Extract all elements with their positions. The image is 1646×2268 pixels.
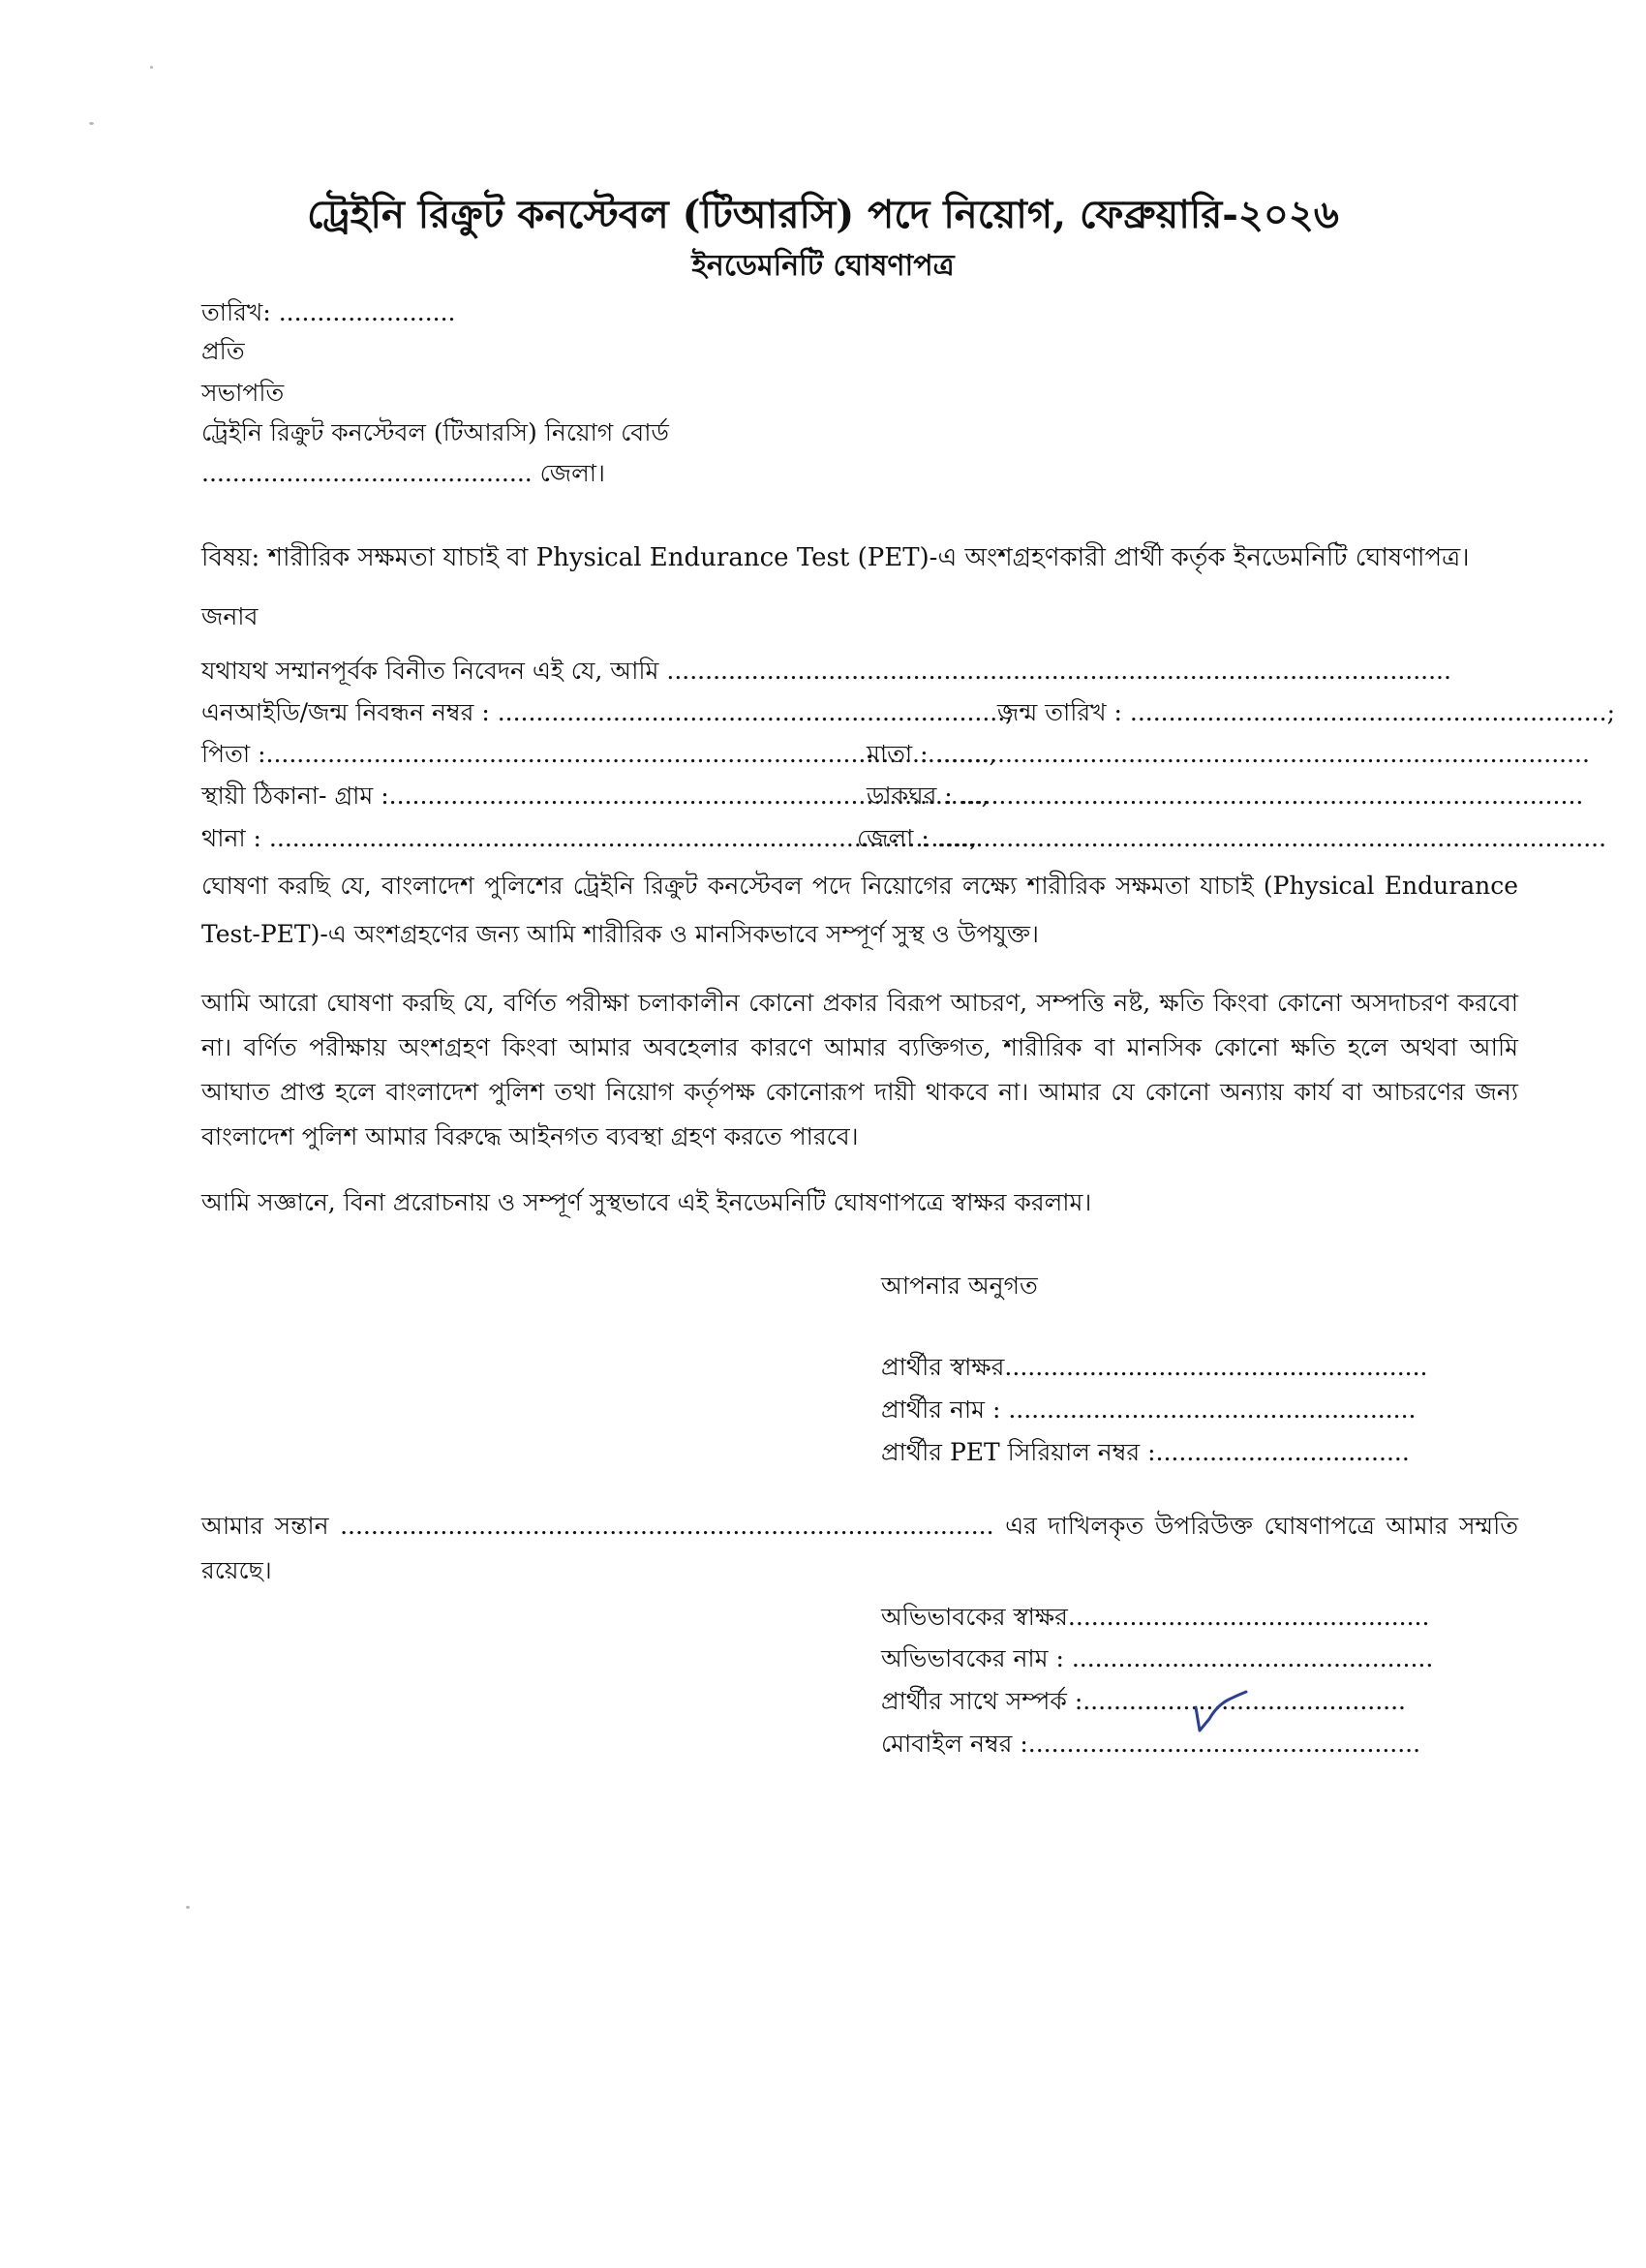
candidate-signature-field: প্রার্থীর স্বাক্ষর....................................................... [881, 1353, 1428, 1381]
zila-field: জেলা : ....................................................................................... [857, 824, 1607, 852]
closing-text: আপনার অনুগত [881, 1272, 1038, 1300]
guardian-relation-field: প্রার্থীর সাথে সম্পর্ক :.......................................... [881, 1687, 1407, 1715]
subject-line: বিষয়: শারীরিক সক্ষমতা যাচাই বা Physical Endurance Test (PET)-এ অংশগ্রহণকারী প্রার্থী কর্তৃক ইনডেমনিটি ঘোষণাপত্র। [201, 543, 1470, 572]
salutation: জনাব [201, 602, 259, 630]
thana-field: থানা : ..........................................................................................., [201, 824, 978, 852]
undertaking-paragraph: আমি আরো ঘোষণা করছি যে, বর্ণিত পরীক্ষা চলাকালীন কোনো প্রকার বিরূপ আচরণ, সম্পত্তি নষ্ট, ক্ষতি কিংবা কোনো অসদাচরণ করবো না। বর্ণিত পরীক্ষায় অংশগ্রহণ কিংবা আমার অবহেলার কারণে আমার ব্যক্তিগত, শারীরিক বা মানসিক কোনো ক্ষতি হলে অথবা আমি আঘাত প্রাপ্ত হলে বাংলাদেশ পুলিশ তথা নিয়োগ কর্তৃপক্ষ কোনোরূপ দায়ী থাকবে না। আমার যে কোনো অন্যায় কার্য বা আচরণের জন্য বাংলাদেশ পুলিশ আমার বিরুদ্ধে আইনগত ব্যবস্থা গ্রহণ করতে পারবে। [201, 989, 1518, 1150]
nid-field: এনআইডি/জন্ম নিবন্ধন নম্বর : ..................................................................; [201, 698, 1014, 726]
guardian-signature-field: অভিভাবকের স্বাক্ষর............................................... [881, 1603, 1430, 1631]
father-field: পিতা :.............................................................................................., [201, 740, 997, 768]
consent-sign-paragraph: আমি সজ্ঞানে, বিনা প্ররোচনায় ও সম্পূর্ণ সুস্থভাবে এই ইনডেমনিটি ঘোষণাপত্রে স্বাক্ষর করলাম। [201, 1188, 1092, 1216]
dob-field: জন্ম তারিখ : ..............................................................; [997, 698, 1616, 726]
village-field: স্থায়ী ঠিকানা- গ্রাম :............................................................................., [201, 782, 990, 810]
form-title: ট্রেইনি রিক্রুট কনস্টেবল (টিআরসি) পদে নিয়োগ, ফেব্রুয়ারি-২০২৬ [307, 192, 1339, 237]
candidate-pet-serial-field: প্রার্থীর PET সিরিয়াল নম্বর :................................. [881, 1438, 1410, 1466]
guardian-name-field: অভিভাবকের নাম : ............................................... [881, 1644, 1434, 1672]
recipient-to: প্রতি [201, 337, 245, 365]
scan-speck [150, 66, 153, 69]
guardian-mobile-field: মোবাইল নম্বর :................................................... [881, 1730, 1421, 1758]
mother-field: মাতা : ..................................................................................... [867, 740, 1590, 768]
post-office-field: ডাকঘর : ................................................................................. [867, 782, 1584, 810]
scan-speck [186, 1906, 190, 1909]
intro-name-field: যথাযথ সম্মানপূর্বক বিনীত নিবেদন এই যে, আমি ...................................................................................................... [201, 657, 1451, 685]
recipient-district: ........................................... জেলা। [201, 459, 605, 487]
guardian-consent-paragraph: আমার সন্তান ..................................................................................... এর দাখিলকৃত উপরিউক্ত ঘোষণাপত্রে আমার সম্মতি রয়েছে। [201, 1512, 1518, 1584]
candidate-name-field: প্রার্থীর নাম : ..................................................... [881, 1395, 1417, 1424]
date-line: তারিখ: ....................... [201, 298, 456, 326]
scan-speck [89, 122, 94, 125]
declaration-paragraph: ঘোষণা করছি যে, বাংলাদেশ পুলিশের ট্রেইনি রিক্রুট কনস্টেবল পদে নিয়োগের লক্ষ্যে শারীরিক সক্ষমতা যাচাই (Physical Endurance Test-PET)-এ অংশগ্রহণের জন্য আমি শারীরিক ও মানসিকভাবে সম্পূর্ণ সুস্থ ও উপযুক্ত। [201, 872, 1518, 948]
handwritten-initial-mark [1186, 1670, 1254, 1738]
recipient-chair: সভাপতি [201, 379, 285, 407]
recipient-board: ট্রেইনি রিক্রুট কনস্টেবল (টিআরসি) নিয়োগ বোর্ড [201, 418, 669, 446]
form-subtitle: ইনডেমনিটি ঘোষণাপত্র [691, 249, 955, 283]
